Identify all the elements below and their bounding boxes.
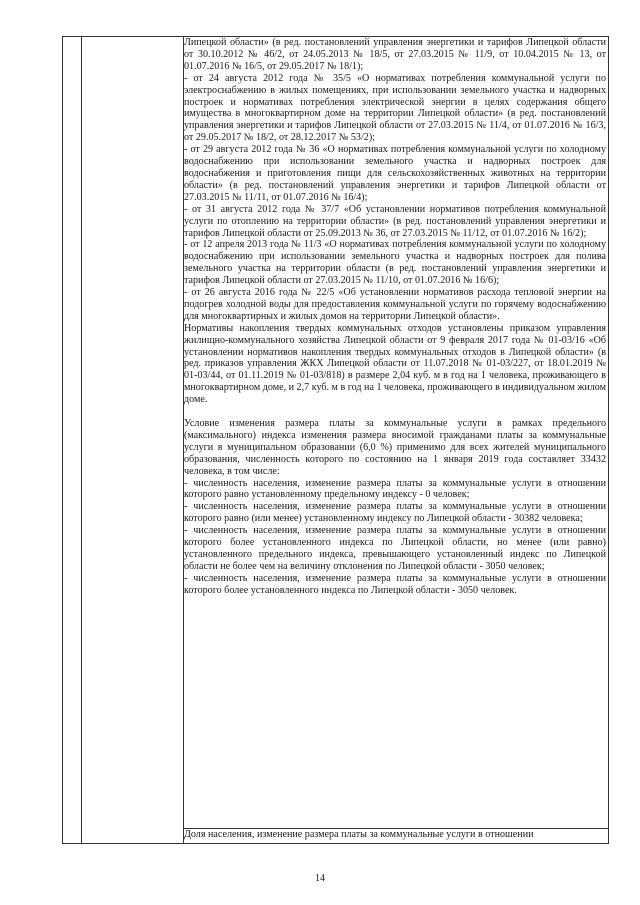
paragraph: - от 12 апреля 2013 года № 11/3 «О нормативах потребления коммунальной услуги по холодному водоснабжению при использовании земельного участка и надворных построек для полива земельного участка на территории области (в ред. постановлений управления энергетики и тарифов Липецкой области от 27.03.2015 № 11/10, от 01.07.2016 № 16/6);: [184, 239, 606, 287]
column-divider-1: [81, 37, 82, 843]
paragraph-spacer: [184, 406, 606, 418]
paragraph: - численность населения, изменение размера платы за коммунальные услуги в отношении которого равно установленному предельному индексу - 0 человек;: [184, 477, 606, 501]
paragraph: - от 24 августа 2012 года № 35/5 «О нормативах потребления коммунальной услуги по электроснабжению в жилых помещениях, при использовании земельного участка и надворных построек и нормативах потребления электрической энергии в целях содержания общего имущества в многоквартирном доме на территории Липецкой области» (в ред. постановлений управления энергетики и тарифов Липецкой области от 27.03.2015 № 11/4, от 01.07.2016 № 16/3, от 29.05.2017 № 18/2, от 28.12.2017 № 53/2);: [184, 72, 606, 144]
paragraph: - от 29 августа 2012 года № 36 «О нормативах потребления коммунальной услуги по холодному водоснабжению при использовании земельного участка и надворных построек для водоснабжения и приготовления пищи для сельскохозяйственных животных на территории области» (в ред. постановлений управления энергетики и тарифов Липецкой области от 27.03.2015 № 11/11, от 01.07.2016 № 16/4);: [184, 144, 606, 203]
paragraph: Условие изменения размера платы за коммунальные услуги в рамках предельного (максимального) индекса изменения размера вносимой гражданами платы за коммунальные услуги в муниципальном образовании (6,0 %) применимо для всех жителей муниципального образования, численность которого по состоянию на 1 января 2019 года составляет 33432 человека, в том числе:: [184, 417, 606, 477]
page-number: 14: [315, 873, 325, 884]
next-row-text: Доля населения, изменение размера платы за коммунальные услуги в отношении: [184, 829, 534, 840]
paragraph: - численность населения, изменение размера платы за коммунальные услуги в отношении которого более установленного индекса по Липецкой области, но менее (или равно) установленного предельного индекса, превышающего установленный индекс по Липецкой области не более чем на величину отклонения по Липецкой области - 3050 человек;: [184, 525, 606, 572]
paragraph: - численность населения, изменение размера платы за коммунальные услуги в отношении которого равно (или менее) установленному индексу по Липецкой области - 30382 человека;: [184, 501, 606, 525]
paragraph: - от 31 августа 2012 года № 37/7 «Об установлении нормативов потребления коммунальной услуги по отоплению на территории области» (в ред. постановлений управления энергетики и тарифов Липецкой области от 25.09.2013 № 36, от 27.03.2015 № 11/12, от 01.07.2016 № 16/2);: [184, 203, 606, 239]
paragraph: - от 26 августа 2016 года № 22/5 «Об установлении нормативов расхода тепловой энергии на подогрев холодной воды для предоставления коммунальной услуги по горячему водоснабжению для многоквартирных и жилых домов на территории Липецкой области».: [184, 287, 606, 322]
paragraph: Нормативы накопления твердых коммунальных отходов установлены приказом управления жилищно-коммунального хозяйства Липецкой области от 9 февраля 2017 года № 01-03/16 «Об установлении нормативов накопления твердых коммунальных отходов в Липецкой области» (в ред. приказов управления ЖКХ Липецкой области от 11.07.2018 № 01-03/227, от 18.01.2019 № 01-03/44, от 01.11.2019 № 01-03/818) в размере 2,04 куб. м в год на 1 человека, проживающего в многоквартирном доме, и 2,7 куб. м в год на 1 человека, проживающего в индивидуальном жилом доме.: [184, 322, 607, 406]
table-cell-text: [184, 37, 606, 597]
paragraph: - численность населения, изменение размера платы за коммунальные услуги в отношении которого более установленного индекса по Липецкой области - 3050 человек.: [184, 572, 606, 596]
paragraph: Липецкой области» (в ред. постановлений управления энергетики и тарифов Липецкой области от 30.10.2012 № 46/2, от 24.05.2013 № 18/5, от 27.03.2015 № 11/9, от 10.04.2015 № 13, от 01.07.2016 № 16/5, от 29.05.2017 № 18/1);: [184, 37, 606, 72]
